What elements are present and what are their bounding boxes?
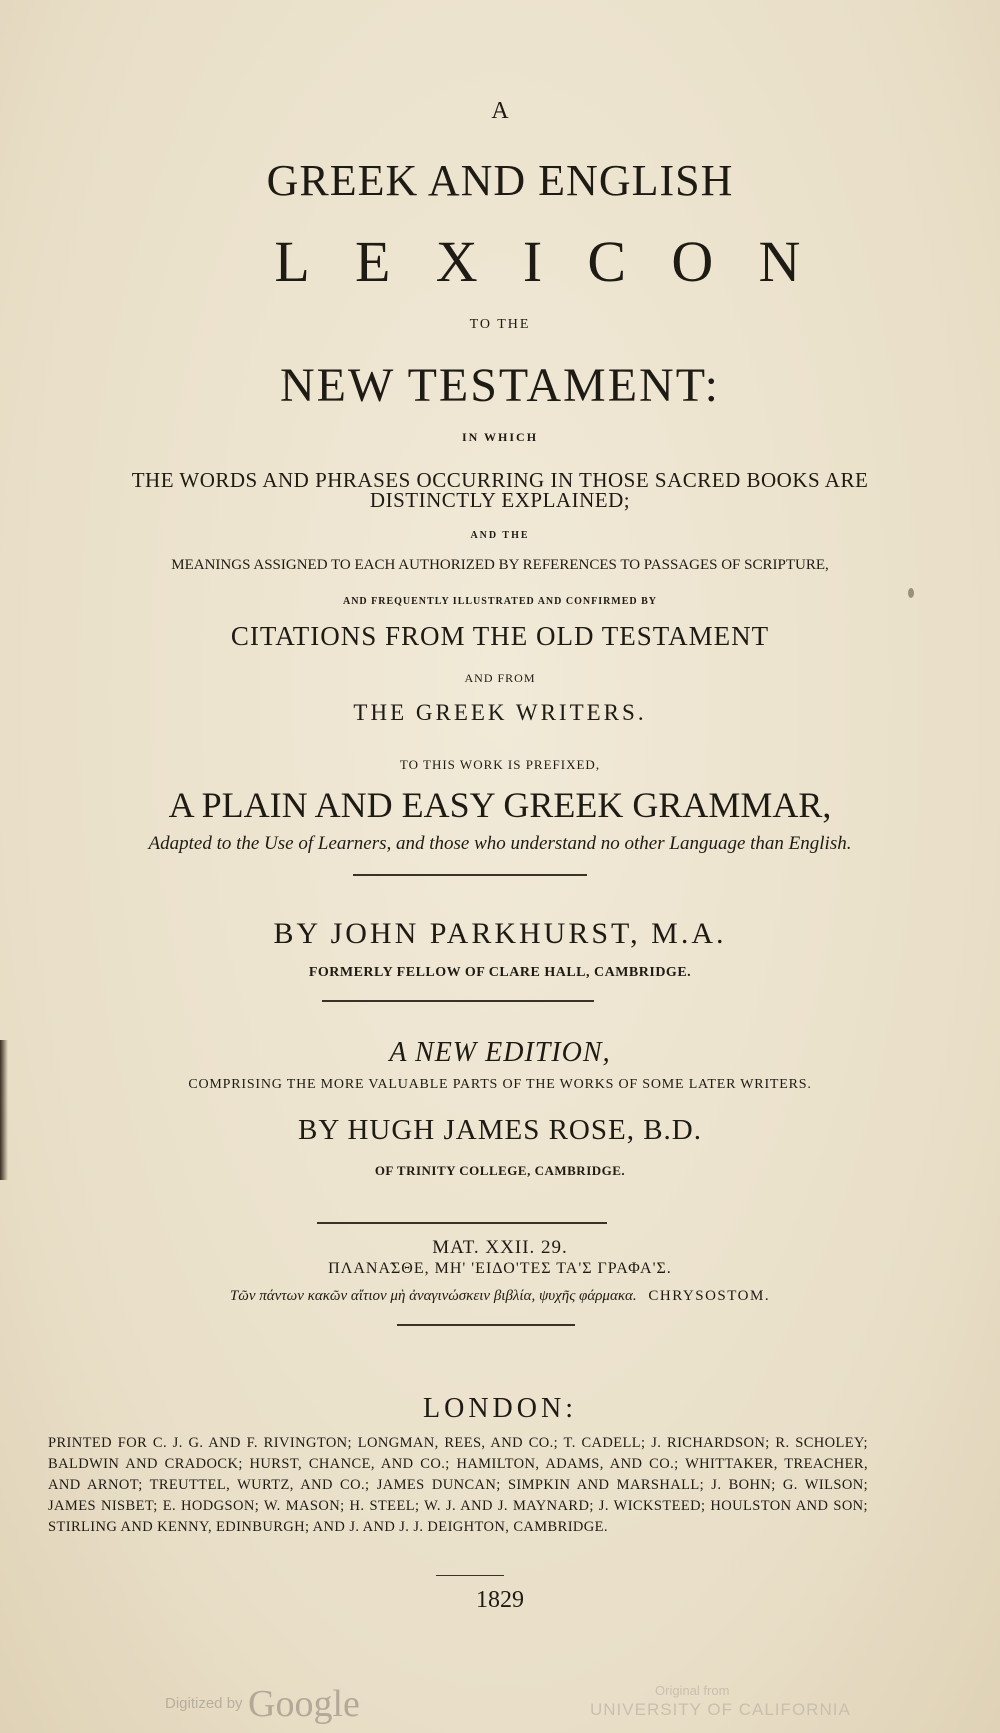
chrysostom-greek: Τῶν πάντων κακῶν αἴτιον μὴ ἀναγινώσκειν βιβλία, ψυχῆς φάρμακα. xyxy=(229,1288,637,1304)
epigraph-greek: ΠΛΑΝΑ̃ΣΘΕ, ΜΗ' 'ΕΙΔΟ'ΤΕΣ ΤΑ'Σ ΓΡΑΦΑ'Σ. xyxy=(328,1260,672,1277)
citations-heading: CITATIONS FROM THE OLD TESTAMENT xyxy=(230,621,770,651)
epigraph-reference: MAT. XXII. 29. xyxy=(432,1237,568,1258)
title-line-2: LEXICON xyxy=(274,229,846,294)
editor-affiliation: OF TRINITY COLLEGE, CAMBRIDGE. xyxy=(374,1163,626,1178)
to-the-text: TO THE xyxy=(469,317,531,332)
institution-text: UNIVERSITY OF CALIFORNIA xyxy=(590,1700,851,1719)
chrysostom-quote xyxy=(0,1288,1000,1305)
grammar-heading: A PLAIN AND EASY GREEK GRAMMAR, xyxy=(168,785,832,825)
divider-rule xyxy=(397,1324,575,1326)
divider-rule xyxy=(436,1575,504,1576)
place-of-publication: LONDON: xyxy=(423,1393,577,1424)
and-the-text: AND THE xyxy=(470,530,530,541)
author-line: BY JOHN PARKHURST, M.A. xyxy=(273,917,727,950)
frequently-line: AND FREQUENTLY ILLUSTRATED AND CONFIRMED BY xyxy=(342,596,658,607)
prefixed-text: TO THIS WORK IS PREFIXED, xyxy=(399,757,601,772)
title-article: A xyxy=(491,98,509,124)
google-logo: Google xyxy=(248,1683,360,1725)
adapted-subtitle: Adapted to the Use of Learners, and those who understand no other Language than English. xyxy=(148,833,852,854)
edition-heading: A NEW EDITION, xyxy=(389,1037,611,1068)
divider-rule xyxy=(353,874,587,876)
words-line-2: DISTINCTLY EXPLAINED; xyxy=(369,488,631,512)
chrysostom-attribution: CHRYSOSTOM. xyxy=(648,1288,771,1304)
and-from-text: AND FROM xyxy=(464,671,536,685)
greek-writers-heading: THE GREEK WRITERS. xyxy=(353,700,647,725)
new-testament-heading: NEW TESTAMENT: xyxy=(280,359,720,412)
meanings-line: MEANINGS ASSIGNED TO EACH AUTHORIZED BY REFERENCES TO PASSAGES OF SCRIPTURE, xyxy=(171,557,829,573)
original-from-text: Original from xyxy=(655,1683,730,1698)
author-affiliation: FORMERLY FELLOW OF CLARE HALL, CAMBRIDGE. xyxy=(308,965,692,980)
divider-rule xyxy=(317,1222,607,1224)
editor-line: BY HUGH JAMES ROSE, B.D. xyxy=(297,1114,702,1146)
publication-year: 1829 xyxy=(476,1587,524,1613)
title-line-1: GREEK AND ENGLISH xyxy=(266,156,734,205)
in-which-text: IN WHICH xyxy=(461,430,539,444)
digitized-by-text: Digitized by xyxy=(165,1695,243,1712)
words-line-1: THE WORDS AND PHRASES OCCURRING IN THOSE SACRED BOOKS ARE xyxy=(131,468,869,492)
divider-rule xyxy=(322,1000,594,1002)
comprising-line: COMPRISING THE MORE VALUABLE PARTS OF THE WORKS OF SOME LATER WRITERS. xyxy=(188,1077,812,1092)
printers-list: PRINTED FOR C. J. G. AND F. RIVINGTON; LONGMAN, REES, AND CO.; T. CADELL; J. RICHARDSON; R. SCHOLEY; BALDWIN AND CRADOCK; HURST, CHANCE, AND CO.; HAMILTON, ADAMS, AND CO.; WHITTAKER, TREACHER, AND ARNOT; TREUTTEL, WURTZ, AND CO.; JAMES DUNCAN; SIMPKIN AND MARSHALL; J. BOHN; G. WILSON; JAMES NISBET; E. HODGSON; W. MASON; H. STEEL; W. J. AND J. MAYNARD; J. WICKSTEED; HOULSTON AND SON; STIRLING AND KENNY, EDINBURGH; AND J. AND J. J. DEIGHTON, CAMBRIDGE. xyxy=(48,1435,868,1535)
